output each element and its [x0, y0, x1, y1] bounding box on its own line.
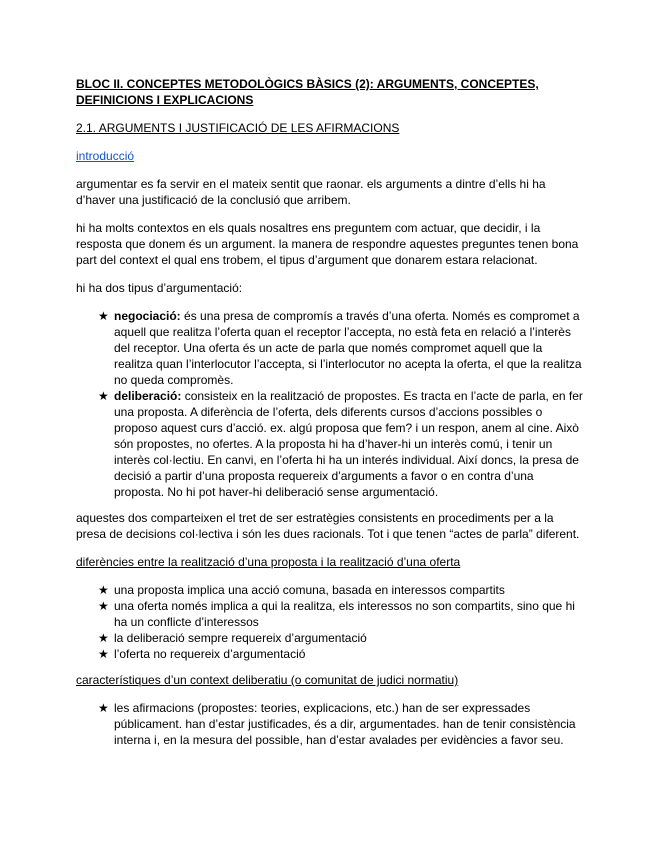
list-item	[98, 646, 584, 662]
section-heading: 2.1. ARGUMENTS I JUSTIFICACIÓ DE LES AFIRMACIONS	[76, 121, 400, 135]
context-item-text: les afirmacions (propostes: teories, explicacions, etc.) han de ser expressades públicament. han d’estar justificades, és a dir, argumentades. han de tenir consistència interna i, en la mesura del possible, han d’estar avalades per evidències a favor seu.	[114, 701, 576, 747]
paragraph-argumentar: argumentar es fa servir en el mateix sentit que raonar. els arguments a dintre d’ells hi ha d’haver una justificació de la conclusió que arribem.	[76, 177, 546, 207]
context-heading: característiques d’un context deliberatiu (o comunitat de judici normatiu)	[76, 673, 459, 687]
star-bullet-icon: ★	[98, 631, 109, 645]
star-bullet-icon: ★	[98, 583, 109, 597]
diff-item-text: la deliberació sempre requereix d’argumentació	[114, 631, 367, 645]
paragraph-contextos: hi ha molts contextos en els quals nosaltres ens preguntem com actuar, que decidir, i la resposta que donem és un argument. la manera de respondre aquestes preguntes tenen bona part del context el qual ens trobem, el tipus d’argument que donarem estara relacionat.	[76, 221, 579, 267]
diff-item-text: una proposta implica una acció comuna, basada en interessos compartits	[114, 583, 505, 597]
page-title: BLOC II. CONCEPTES METODOLÒGICS BÀSICS (2): ARGUMENTS, CONCEPTES, DEFINICIONS I EXPLICACIONS	[76, 77, 539, 107]
context-list	[76, 700, 584, 748]
document-page	[76, 76, 584, 758]
paragraph-tipus: hi ha dos tipus d’argumentació:	[76, 281, 243, 295]
argument-types-list	[76, 308, 584, 500]
paragraph-comparteixen: aquestes dos comparteixen el tret de ser estratègies consistents en procediments per a la presa de decisions col·lectiva i són les dues racionals. Tot i que tenen “actes de parla” diferent.	[76, 511, 580, 541]
diff-item-text: l’oferta no requereix d’argumentació	[114, 647, 306, 661]
star-bullet-icon: ★	[98, 701, 109, 715]
star-bullet-icon: ★	[98, 309, 109, 323]
star-bullet-icon: ★	[98, 389, 109, 403]
term-negociacio: negociació:	[114, 309, 181, 323]
diff-list	[76, 582, 584, 662]
list-item	[98, 630, 584, 646]
star-bullet-icon: ★	[98, 599, 109, 613]
list-item	[98, 308, 584, 388]
diff-heading: diferències entre la realització d’una proposta i la realització d’una oferta	[76, 555, 461, 569]
list-item	[98, 598, 584, 630]
star-bullet-icon: ★	[98, 647, 109, 661]
list-item	[98, 388, 584, 500]
list-item	[98, 582, 584, 598]
list-item	[98, 700, 584, 748]
term-negociacio-text: és una presa de compromís a través d’una oferta. Només es compromet a aquell que realitza l’oferta quan el receptor l’accepta, no està feta en relació a l’interès del receptor. Una oferta és un acte de parla que només compromet aquell que la realitza quan l’interlocutor l’accepta, si l’interlocutor no acepta la oferta, el que la realitza no queda compromès.	[114, 309, 582, 387]
intro-link[interactable]: introducció	[76, 149, 135, 163]
term-deliberacio: deliberació:	[114, 389, 182, 403]
term-deliberacio-text: consisteix en la realització de propostes. Es tracta en l’acte de parla, en fer una proposta. A diferència de l’oferta, dels diferents cursos d’accions possibles o proposo aquest curs d’acció. ex. algú proposa que fem? i un respon, anem al cine. Això són propostes, no ofertes. A la proposta hi ha d’haver-hi un interès comú, i tenir un interès col·lectiu. En canvi, en l’oferta hi ha un interés individual. Així doncs, la presa de decisió a partir d’una proposta requereix d’arguments a favor o en contra d’una proposta. No hi pot haver-hi deliberació sense argumentació.	[114, 389, 583, 499]
diff-item-text: una oferta només implica a qui la realitza, els interessos no son compartits, sino que hi ha un conflicte d’interessos	[114, 599, 575, 629]
